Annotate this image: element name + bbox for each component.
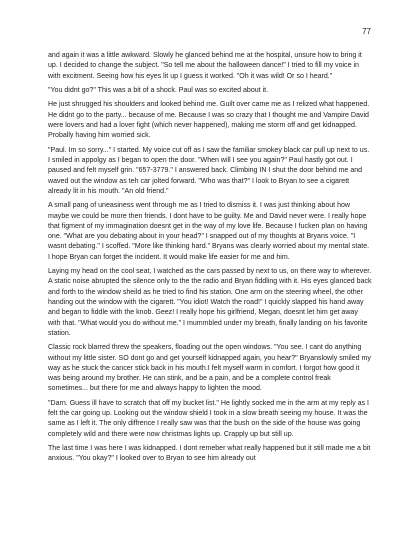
paragraph: "Darn. Guess ill have to scratch that off my bucket list." He lightly socked me in the arm at my reply as I felt the car going up. Looking out the window shield I took in a slow breath seeing my house. It was the same as I left it. The only diffrence I really saw was that the bush on the side of the house was going completely wild and there were now christmas lights up. Crapply up but still up.	[48, 399, 369, 438]
paragraph: The last time I was here I was kidnapped. I dont remeber what really happened but it still made me a bit anxious. "You okay?" I looked over to Bryan to see him already out	[48, 445, 371, 463]
paragraph: "Paul. Im so sorry..." I started. My voice cut off as I saw the familiar smokey black car pull up next to us. I smiled in appolgy as I began to open the door. "When will I see you again?" Paul hastly got out. I paused and felt myself grin. "657-3779." I answered back. Climbing IN I shut the door behind me and waved out the window as teh car jolted forward. "Who was that?" I look to Bryan to see a cigarett already lit in his mouth. "An old friend."	[48, 146, 370, 195]
paragraph: Laying my head on the cool seat, I watched as the cars passed by next to us, on there way to wherever. A static noise abrupted the silence only to the the radio and Bryan fiddling with it. His eyes glanced back and forth to the window sheild as he tried to find his station. One arm on the steering wheel, the other handing out the window with the cigarett. "You idiot! Watch the road!" I quickly slapped his hand away and began to fiddle with the knob. Geez! I really hope his girlfriend, Megan, doesnt let him get away with that. "What would you do without me." I mummbled under my breath, finally landing on his favorite station.	[48, 268, 372, 337]
paragraph: "You didnt go?" This was a bit of a shock. Paul was so excited about it.	[48, 86, 269, 94]
body-text	[48, 51, 372, 469]
paragraph: A small pang of uneasiness went through me as I tried to dismiss it. I was just thinking about how maybe we could be more then friends. I dont have to be guilty. Me and David never were. I really hope that figment of my immagination doesnt get in the way of my love life. Because I fucken plan on having one. "What are you debating about in your head?" I snapped out of my thoughts at Bryans voice. "I wasnt debating." I scoffed. "More like thinking hard." Bryans was clearly worried about my mental state. I hope Bryan can forget the incident. It would make life easier for me and him.	[48, 202, 370, 261]
paragraph: Classic rock blarred threw the speakers, floading out the open windows. "You see. I cant do anything without my little sister. SO dont go and get yourself kidnapped again, you hear?" Bryanslowly smiled my way as he stuck the cancer stick back in his mouth.I felt myself warm in comfort. I forgot how good it was being around my brother. He can stink, and be a pain, and be a complete control freak sometimes... but there for me and always happy to lighten the mood.	[48, 344, 371, 393]
paragraph: He just shrugged his shoulders and looked behind me. Guilt over came me as I relized what happened. He didnt go to the party... because of me. Because I was so crazy that I thought me and Vampire David were lovers and had a lover fight (which never happened), making me storm off and get kidnapped. Probally having him worried sick.	[48, 101, 370, 140]
paragraph: and again it was a little awkward. Slowly he glanced behind me at the hospital, unsure how to bring it up. I decided to change the subject. "So tell me about the halloween dance!" I tried to fill my voice in with excitment. Seeing how his eyes lit up I guess it worked. "Oh it was wild! Or so I heard."	[48, 52, 362, 80]
page-number: 77	[362, 27, 371, 36]
